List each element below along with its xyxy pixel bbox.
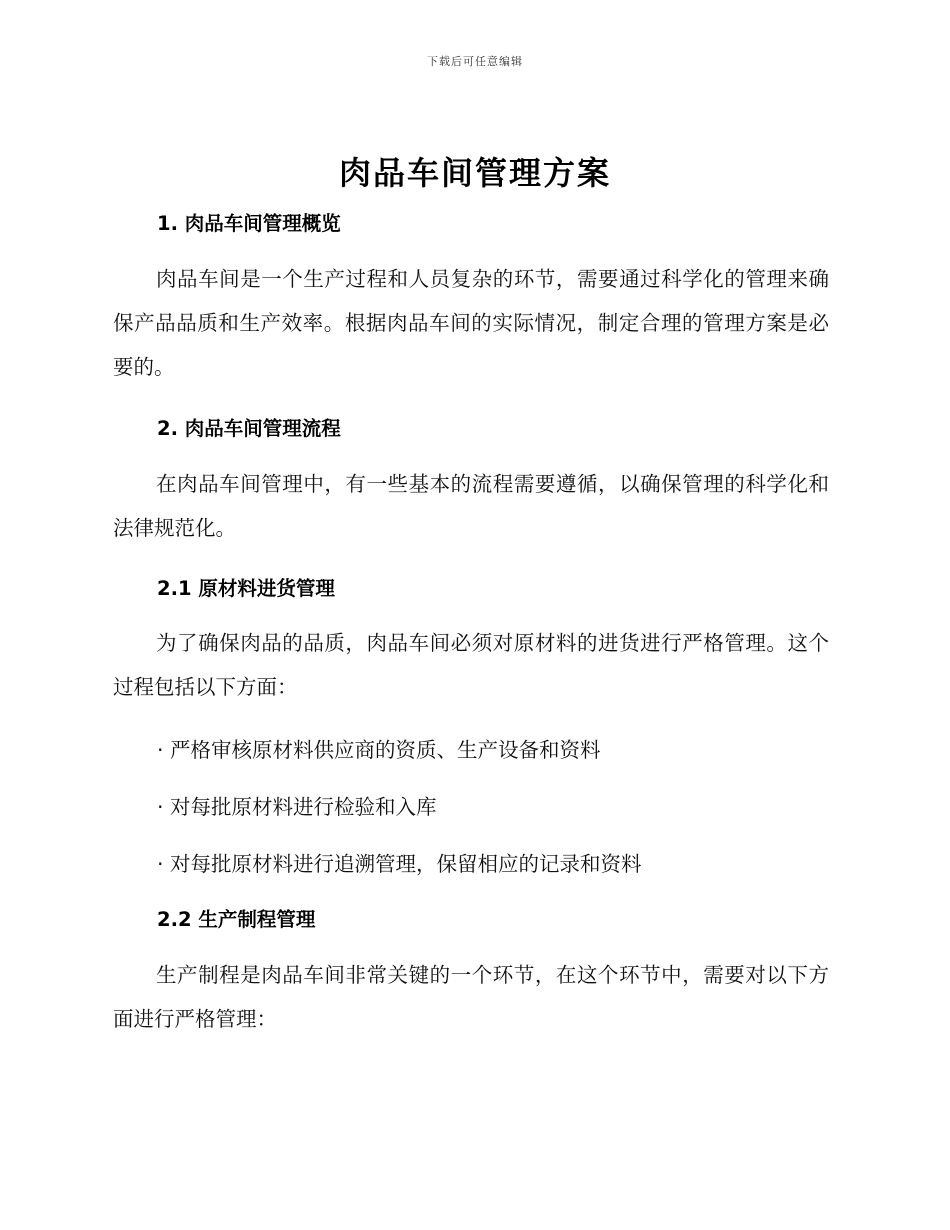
document-title: 肉品车间管理方案 xyxy=(338,154,611,192)
section-2-heading: 2. 肉品车间管理流程 xyxy=(157,417,341,440)
section-1-paragraph: 肉品车间是一个生产过程和人员复杂的环节，需要通过科学化的管理来确保产品品质和生产效率。根据肉品车间的实际情况，制定合理的管理方案是必要的。 xyxy=(113,267,829,379)
section-2-paragraph: 在肉品车间管理中，有一些基本的流程需要遵循，以确保管理的科学化和法律规范化。 xyxy=(113,472,829,540)
list-item: · 对每批原材料进行检验和入库 xyxy=(157,795,437,819)
section-1-heading: 1. 肉品车间管理概览 xyxy=(157,212,341,235)
section-2-2-paragraph: 生产制程是肉品车间非常关键的一个环节，在这个环节中，需要对以下方面进行严格管理： xyxy=(113,963,829,1031)
section-2-2-heading: 2.2 生产制程管理 xyxy=(157,908,316,931)
header-note: 下载后可任意编辑 xyxy=(427,55,523,68)
list-item: · 严格审核原材料供应商的资质、生产设备和资料 xyxy=(157,738,601,762)
list-item: · 对每批原材料进行追溯管理，保留相应的记录和资料 xyxy=(157,852,642,876)
section-2-1-paragraph: 为了确保肉品的品质，肉品车间必须对原材料的进货进行严格管理。这个过程包括以下方面： xyxy=(113,631,829,699)
section-2-1-heading: 2.1 原材料进货管理 xyxy=(157,577,335,600)
